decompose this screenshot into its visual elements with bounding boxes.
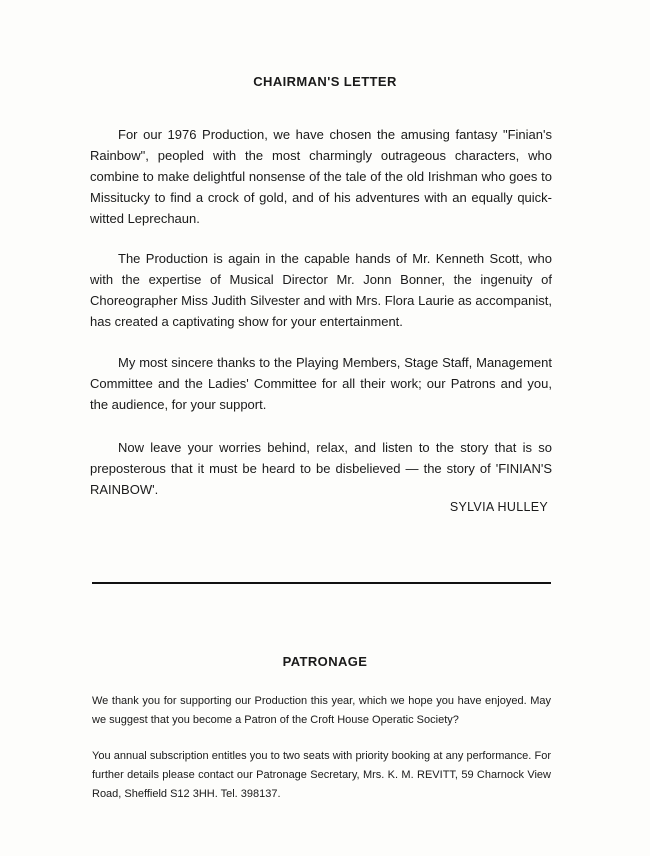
letter-paragraph-2: The Production is again in the capable hands of Mr. Kenneth Scott, who with the expertise of Musical Director Mr. Jonn Bonner, the ingenuity of Choreographer Miss Judith Silvester and with Mrs. Flora Laurie as accompanist, has created a captivating show for your entertainment. [90,251,552,329]
letter-paragraph-3: My most sincere thanks to the Playing Members, Stage Staff, Management Committee and the Ladies' Committee for all their work; our Patrons and you, the audience, for your support. [90,355,552,412]
chairmans-letter-title: CHAIRMAN'S LETTER [253,74,397,89]
patronage-paragraph-2: You annual subscription entitles you to two seats with priority booking at any performance. For further details please contact our Patronage Secretary, Mrs. K. M. REVITT, 59 Charnock View Road, Sheffield S12 3HH. Tel. 398137. [92,750,551,800]
section-divider [92,582,551,584]
signature: SYLVIA HULLEY [449,500,548,514]
patronage-title: PATRONAGE [282,654,368,669]
letter-paragraph-4: Now leave your worries behind, relax, and listen to the story that is so preposterous that it must be heard to be disbelieved — the story of 'FINIAN'S RAINBOW'. [90,440,552,497]
patronage-paragraph-1: We thank you for supporting our Production this year, which we hope you have enjoyed. May we suggest that you become a Patron of the Croft House Operatic Society? [92,695,551,726]
letter-paragraph-1: For our 1976 Production, we have chosen the amusing fantasy "Finian's Rainbow", peopled with the most charmingly outrageous characters, who combine to make delightful nonsense of the tale of the old Irishman who goes to Missitucky to find a crock of gold, and of his adventures with an equally quick-witted Leprechaun. [90,127,552,226]
